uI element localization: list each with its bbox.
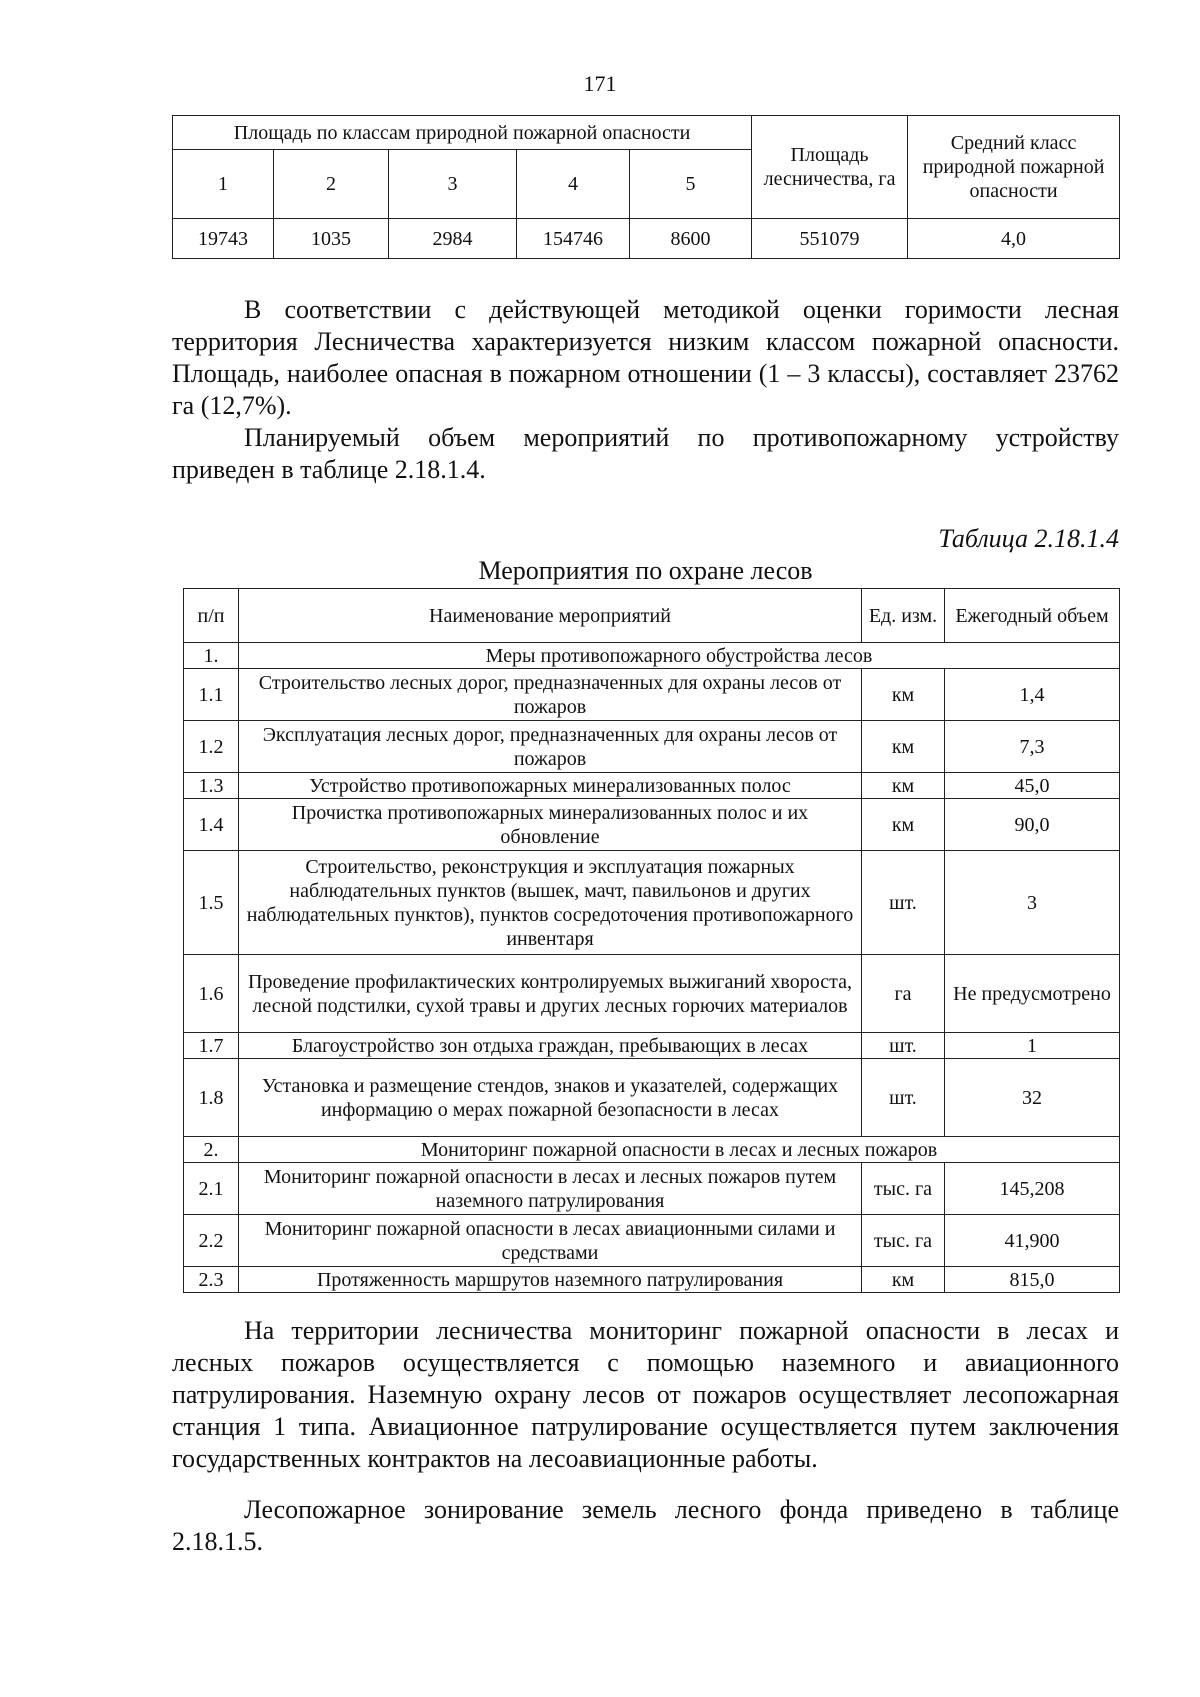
measure-unit: км: [862, 721, 945, 773]
row-number: 2.1: [184, 1163, 239, 1215]
measure-unit: км: [862, 669, 945, 721]
average-class-value: 4,0: [908, 219, 1120, 259]
measure-name: Эксплуатация лесных дорог, предназначенных для охраны лесов от пожаров: [239, 721, 862, 773]
class-value: 2984: [389, 219, 517, 259]
measure-unit: км: [862, 799, 945, 851]
table-row: [184, 1059, 1120, 1137]
measure-name: Протяженность маршрутов наземного патрулирования: [239, 1267, 862, 1293]
class-value: 154746: [517, 219, 630, 259]
class-header: 4: [517, 150, 630, 219]
table-section-row: [184, 643, 1120, 669]
row-number: 2.2: [184, 1215, 239, 1267]
table-row: [184, 851, 1120, 955]
paragraph-zoning: Лесопожарное зонирование земель лесного фонда приведено в таблице 2.18.1.5.: [172, 1495, 1119, 1556]
table-section-row: [184, 1137, 1120, 1163]
measure-unit: тыс. га: [862, 1163, 945, 1215]
fire-class-area-table: [172, 115, 1120, 259]
table-row: [184, 1033, 1120, 1059]
measure-volume: 32: [945, 1059, 1120, 1137]
table-row: [184, 773, 1120, 799]
measure-unit: км: [862, 773, 945, 799]
measure-volume: 45,0: [945, 773, 1120, 799]
measure-volume: 7,3: [945, 721, 1120, 773]
section-name: Мониторинг пожарной опасности в лесах и лесных пожаров: [239, 1137, 1120, 1163]
measure-unit: тыс. га: [862, 1215, 945, 1267]
header-area-by-class: Площадь по классам природной пожарной опасности: [173, 116, 752, 150]
measure-name: Строительство, реконструкция и эксплуатация пожарных наблюдательных пунктов (вышек, мачт, павильонов и других наблюдательных пунктов), пунктов сосредоточения противопожарного инвентаря: [239, 851, 862, 955]
measure-volume: 90,0: [945, 799, 1120, 851]
measure-name: Установка и размещение стендов, знаков и указателей, содержащих информацию о мерах пожарной безопасности в лесах: [239, 1059, 862, 1137]
header-volume: Ежегодный объем: [945, 589, 1120, 643]
paragraph-monitoring: На территории лесничества мониторинг пожарной опасности в лесах и лесных пожаров осуществляется с помощью наземного и авиационного патрулирования. Наземную охрану лесов от пожаров осуществляет лесопожарная станция 1 типа. Авиационное патрулирование осуществляется путем заключения государственных контрактов на лесоавиационные работы.: [172, 1316, 1119, 1473]
measure-volume: 815,0: [945, 1267, 1120, 1293]
table-title: Мероприятия по охране лесов: [478, 556, 813, 585]
row-number: 2.3: [184, 1267, 239, 1293]
class-value: 19743: [173, 219, 274, 259]
table-row: [184, 1267, 1120, 1293]
measure-name: Прочистка противопожарных минерализованных полос и их обновление: [239, 799, 862, 851]
header-unit: Ед. изм.: [862, 589, 945, 643]
measure-name: Устройство противопожарных минерализованных полос: [239, 773, 862, 799]
section-name: Меры противопожарного обустройства лесов: [239, 643, 1120, 669]
table-row: [184, 669, 1120, 721]
class-header: 2: [274, 150, 389, 219]
row-number: 1.3: [184, 773, 239, 799]
measure-volume: Не предусмотрено: [945, 955, 1120, 1033]
row-number: 2.: [184, 1137, 239, 1163]
measure-volume: 1,4: [945, 669, 1120, 721]
measure-unit: шт.: [862, 1033, 945, 1059]
measure-unit: га: [862, 955, 945, 1033]
measure-name: Проведение профилактических контролируемых выжиганий хвороста, лесной подстилки, сухой травы и других лесных горючих материалов: [239, 955, 862, 1033]
measure-volume: 145,208: [945, 1163, 1120, 1215]
forest-protection-table: [183, 588, 1120, 1293]
class-header: 5: [630, 150, 752, 219]
row-number: 1.7: [184, 1033, 239, 1059]
table-row: [184, 721, 1120, 773]
class-value: 1035: [274, 219, 389, 259]
paragraph-planned-measures: Планируемый объем мероприятий по противопожарному устройству приведен в таблице 2.18.1.4.: [172, 423, 1119, 484]
header-forestry-area: Площадь лесничества, га: [752, 116, 908, 219]
row-number: 1.8: [184, 1059, 239, 1137]
measure-name: Благоустройство зон отдыха граждан, пребывающих в лесах: [239, 1033, 862, 1059]
measure-name: Строительство лесных дорог, предназначенных для охраны лесов от пожаров: [239, 669, 862, 721]
table-row: [184, 1215, 1120, 1267]
row-number: 1.: [184, 643, 239, 669]
row-number: 1.1: [184, 669, 239, 721]
measure-name: Мониторинг пожарной опасности в лесах авиационными силами и средствами: [239, 1215, 862, 1267]
measure-unit: км: [862, 1267, 945, 1293]
measure-unit: шт.: [862, 851, 945, 955]
forestry-area-value: 551079: [752, 219, 908, 259]
header-number: п/п: [184, 589, 239, 643]
row-number: 1.5: [184, 851, 239, 955]
row-number: 1.6: [184, 955, 239, 1033]
table-row: [184, 799, 1120, 851]
table-caption: Таблица 2.18.1.4: [938, 524, 1119, 553]
measure-volume: 41,900: [945, 1215, 1120, 1267]
page-number: 171: [583, 71, 617, 96]
class-value: 8600: [630, 219, 752, 259]
header-name: Наименование мероприятий: [239, 589, 862, 643]
paragraph-fire-hazard: В соответствии с действующей методикой оценки горимости лесная территория Лесничества характеризуется низким классом пожарной опасности. Площадь, наиболее опасная в пожарном отношении (1 – 3 классы), составляет 23762 га (12,7%).: [172, 295, 1119, 420]
measure-unit: шт.: [862, 1059, 945, 1137]
row-number: 1.4: [184, 799, 239, 851]
header-average-class: Средний класс природной пожарной опасности: [908, 116, 1120, 219]
table-row: [184, 1163, 1120, 1215]
measure-volume: 3: [945, 851, 1120, 955]
class-header: 1: [173, 150, 274, 219]
measure-name: Мониторинг пожарной опасности в лесах и лесных пожаров путем наземного патрулирования: [239, 1163, 862, 1215]
row-number: 1.2: [184, 721, 239, 773]
class-header: 3: [389, 150, 517, 219]
table-row: [184, 955, 1120, 1033]
measure-volume: 1: [945, 1033, 1120, 1059]
